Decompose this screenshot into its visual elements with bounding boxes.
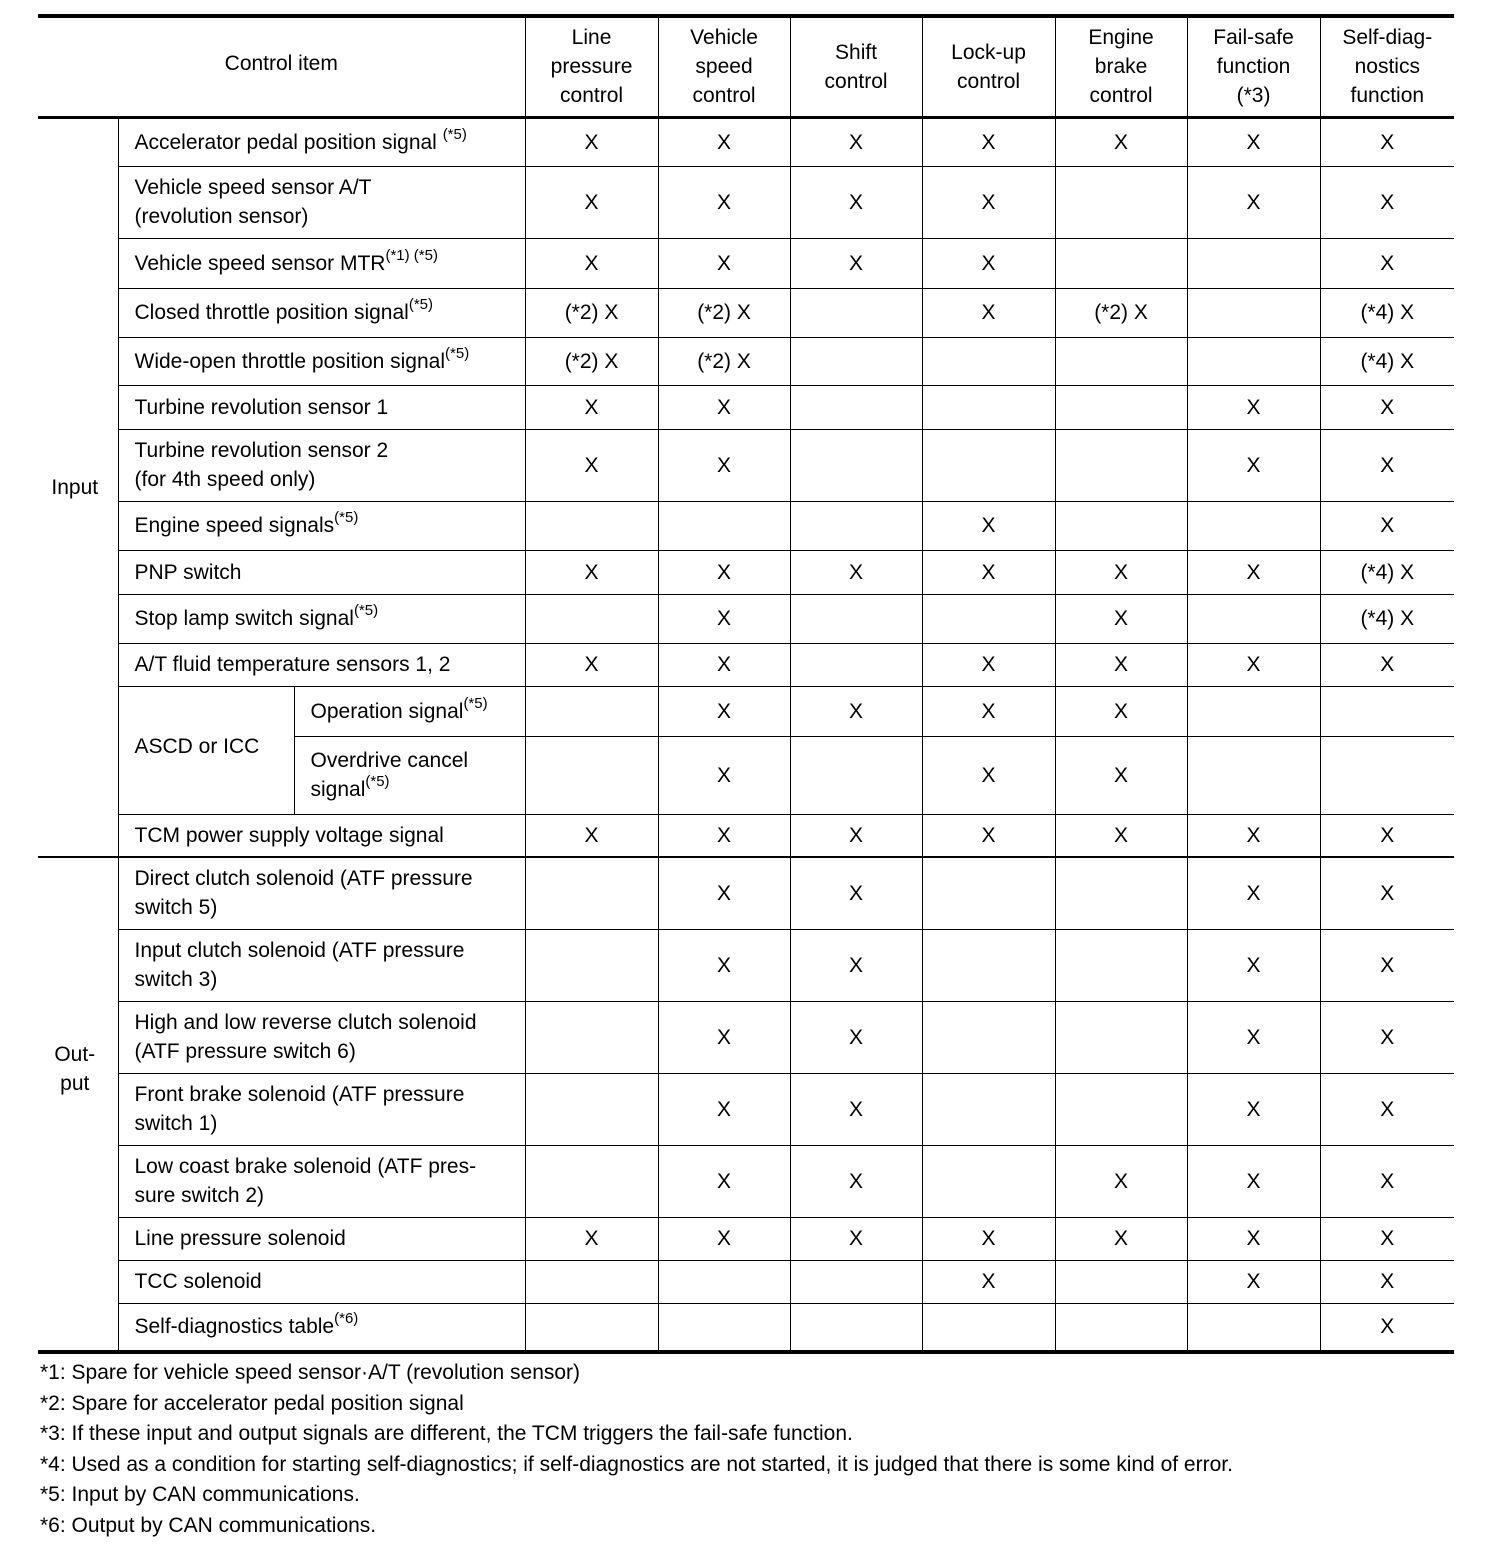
mark-cell: X (525, 238, 658, 288)
mark-cell (790, 594, 922, 643)
mark-cell (658, 1260, 790, 1303)
control-item-label: Low coast brake solenoid (ATF pres- sure switch 2) (118, 1145, 525, 1217)
mark-cell (790, 643, 922, 686)
mark-cell (1187, 594, 1320, 643)
mark-cell: X (790, 1145, 922, 1217)
control-item-label: Front brake solenoid (ATF pressure switch 1) (118, 1073, 525, 1145)
mark-cell (922, 385, 1055, 429)
mark-cell (1055, 857, 1187, 929)
mark-cell: X (1320, 857, 1454, 929)
mark-cell (790, 385, 922, 429)
table-row (38, 594, 1454, 643)
mark-cell: X (525, 643, 658, 686)
mark-cell: (*2) X (525, 288, 658, 337)
mark-cell (525, 686, 658, 736)
header-self-diagnostics-function: Self-diag- nostics function (1320, 16, 1454, 117)
mark-cell: X (1187, 429, 1320, 501)
mark-cell: X (658, 117, 790, 166)
mark-cell: X (1055, 736, 1187, 814)
group-output (38, 857, 118, 1352)
mark-cell: X (1320, 643, 1454, 686)
mark-cell (922, 1145, 1055, 1217)
mark-cell (658, 501, 790, 550)
table-row (38, 686, 1454, 736)
mark-cell (1055, 385, 1187, 429)
mark-cell: X (658, 686, 790, 736)
mark-cell (922, 594, 1055, 643)
mark-cell (658, 1303, 790, 1352)
mark-cell: X (1320, 929, 1454, 1001)
mark-cell: X (1187, 1001, 1320, 1073)
mark-cell: X (658, 736, 790, 814)
header-engine-brake-control: Engine brake control (1055, 16, 1187, 117)
table-row (38, 1260, 1454, 1303)
mark-cell: X (658, 1073, 790, 1145)
mark-cell (1055, 429, 1187, 501)
footnote: *4: Used as a condition for starting self-diagnostics; if self-diagnostics are not started, it is judged that there is some kind of error. (40, 1452, 1233, 1476)
table-row (38, 643, 1454, 686)
mark-cell: X (1320, 501, 1454, 550)
mark-cell: X (1320, 429, 1454, 501)
mark-cell: (*4) X (1320, 288, 1454, 337)
mark-cell: X (922, 1217, 1055, 1260)
mark-cell: X (658, 385, 790, 429)
mark-cell: X (922, 643, 1055, 686)
mark-cell (922, 1001, 1055, 1073)
mark-cell: X (1055, 643, 1187, 686)
table-row (38, 1303, 1454, 1352)
mark-cell (922, 337, 1055, 385)
header-control-item: Control item (38, 16, 525, 117)
mark-cell: X (1320, 1001, 1454, 1073)
footnote: *6: Output by CAN communications. (40, 1513, 377, 1537)
mark-cell: X (525, 550, 658, 594)
mark-cell: X (922, 736, 1055, 814)
mark-cell (1320, 736, 1454, 814)
mark-cell: X (922, 1260, 1055, 1303)
control-item-label: Wide-open throttle position signal$^{(*5)}$ (118, 337, 525, 385)
mark-cell: X (1187, 550, 1320, 594)
mark-cell: X (658, 594, 790, 643)
table-row (38, 814, 1454, 857)
control-item-label: Vehicle speed sensor $MTR^{(*1) (*5)}$ (118, 238, 525, 288)
mark-cell (1055, 929, 1187, 1001)
mark-cell (790, 501, 922, 550)
mark-cell (1187, 736, 1320, 814)
control-item-label: TCM power supply voltage signal (118, 814, 525, 857)
mark-cell: X (1320, 814, 1454, 857)
mark-cell: X (1187, 117, 1320, 166)
table-row (38, 929, 1454, 1001)
group-output-label: put (60, 1072, 90, 1095)
mark-cell: X (1055, 550, 1187, 594)
control-item-label: Accelerator pedal position signal $^{(*5)}$ (118, 117, 525, 166)
mark-cell: X (658, 1217, 790, 1260)
control-item-label: Self-diagnostics table$^{(*6)}$ (118, 1303, 525, 1352)
mark-cell: X (1320, 1217, 1454, 1260)
mark-cell (790, 1260, 922, 1303)
control-item-label: Vehicle speed sensor A/T (revolution sensor) (118, 166, 525, 238)
mark-cell: X (658, 429, 790, 501)
table-row (38, 429, 1454, 501)
header-lock-up-control: Lock-up control (922, 16, 1055, 117)
mark-cell (790, 288, 922, 337)
mark-cell: (*2) X (525, 337, 658, 385)
mark-cell: X (922, 288, 1055, 337)
mark-cell: X (1187, 814, 1320, 857)
mark-cell (525, 1303, 658, 1352)
mark-cell: X (790, 1073, 922, 1145)
control-item-label: A/T fluid temperature sensors 1, 2 (118, 643, 525, 686)
mark-cell: X (525, 1217, 658, 1260)
mark-cell (922, 929, 1055, 1001)
mark-cell (790, 429, 922, 501)
mark-cell (1055, 1073, 1187, 1145)
mark-cell: X (1320, 1303, 1454, 1352)
mark-cell (525, 594, 658, 643)
mark-cell: X (922, 501, 1055, 550)
mark-cell (790, 736, 922, 814)
mark-cell: (*4) X (1320, 337, 1454, 385)
mark-cell: X (658, 1145, 790, 1217)
mark-cell: X (525, 814, 658, 857)
control-item-label: PNP switch (118, 550, 525, 594)
mark-cell (525, 857, 658, 929)
mark-cell (525, 1145, 658, 1217)
mark-cell: X (790, 117, 922, 166)
mark-cell: X (658, 814, 790, 857)
mark-cell: X (922, 550, 1055, 594)
mark-cell (1055, 238, 1187, 288)
mark-cell: X (1320, 1073, 1454, 1145)
mark-cell (922, 857, 1055, 929)
mark-cell: X (922, 686, 1055, 736)
table-row (38, 166, 1454, 238)
mark-cell (525, 501, 658, 550)
control-item-label: TCC solenoid (118, 1260, 525, 1303)
control-item-label: Turbine revolution sensor 2 (for 4th speed only) (118, 429, 525, 501)
mark-cell: (*4) X (1320, 594, 1454, 643)
mark-cell: X (1187, 1145, 1320, 1217)
control-item-table (38, 14, 1454, 1354)
header-shift-control: Shift control (790, 16, 922, 117)
mark-cell: (*2) X (1055, 288, 1187, 337)
mark-cell: X (1187, 1217, 1320, 1260)
group-input (38, 117, 118, 857)
mark-cell: X (790, 929, 922, 1001)
table-row (38, 1001, 1454, 1073)
mark-cell (790, 1303, 922, 1352)
mark-cell: X (1055, 117, 1187, 166)
mark-cell: X (1055, 1145, 1187, 1217)
group-ascd-or-icc (118, 686, 294, 814)
mark-cell: (*2) X (658, 288, 790, 337)
mark-cell: X (1187, 1260, 1320, 1303)
control-item-label: Turbine revolution sensor 1 (118, 385, 525, 429)
mark-cell (922, 429, 1055, 501)
table-row (38, 1145, 1454, 1217)
mark-cell (1187, 288, 1320, 337)
mark-cell: X (1187, 166, 1320, 238)
table-row (38, 238, 1454, 288)
mark-cell: X (790, 814, 922, 857)
control-item-label: Operation signal$^{(*5)}$ (294, 686, 525, 736)
mark-cell: X (922, 238, 1055, 288)
group-input-label: Input (51, 475, 99, 499)
table-row (38, 550, 1454, 594)
mark-cell: X (790, 1001, 922, 1073)
mark-cell: X (525, 429, 658, 501)
mark-cell (1055, 501, 1187, 550)
mark-cell (1055, 337, 1187, 385)
mark-cell (525, 929, 658, 1001)
mark-cell: X (1320, 1145, 1454, 1217)
mark-cell: X (658, 643, 790, 686)
table-row (38, 117, 1454, 166)
mark-cell: X (1187, 643, 1320, 686)
mark-cell: X (922, 166, 1055, 238)
group-output-label: Out- (54, 1043, 96, 1066)
mark-cell: X (658, 550, 790, 594)
footnote: *2: Spare for accelerator pedal position signal (40, 1391, 464, 1415)
mark-cell (922, 1073, 1055, 1145)
table-row (38, 1073, 1454, 1145)
mark-cell (1187, 1303, 1320, 1352)
mark-cell (525, 1260, 658, 1303)
mark-cell: X (658, 238, 790, 288)
mark-cell: X (1320, 1260, 1454, 1303)
mark-cell: X (1320, 238, 1454, 288)
footnote: *3: If these input and output signals are different, the TCM triggers the fail-safe function. (40, 1422, 853, 1446)
mark-cell (1187, 686, 1320, 736)
footnotes (40, 1358, 1233, 1542)
table-row (38, 501, 1454, 550)
mark-cell: X (922, 814, 1055, 857)
table-row (38, 857, 1454, 929)
mark-cell: X (658, 1001, 790, 1073)
mark-cell (790, 337, 922, 385)
mark-cell: X (1320, 166, 1454, 238)
mark-cell (1055, 1001, 1187, 1073)
mark-cell: X (790, 857, 922, 929)
mark-cell: X (790, 686, 922, 736)
mark-cell: X (1187, 385, 1320, 429)
control-item-label: Stop lamp switch signal$^{(*5)}$ (118, 594, 525, 643)
mark-cell: X (658, 929, 790, 1001)
header-row (38, 16, 1454, 117)
mark-cell (1187, 501, 1320, 550)
mark-cell (1055, 1260, 1187, 1303)
mark-cell: X (658, 166, 790, 238)
control-item-label: Closed throttle position signal$^{(*5)}$ (118, 288, 525, 337)
mark-cell (1187, 337, 1320, 385)
mark-cell: X (790, 166, 922, 238)
control-item-label: High and low reverse clutch solenoid (ATF pressure switch 6) (118, 1001, 525, 1073)
mark-cell: X (1055, 594, 1187, 643)
mark-cell: X (790, 550, 922, 594)
mark-cell: X (525, 385, 658, 429)
mark-cell: X (1187, 929, 1320, 1001)
mark-cell: X (525, 117, 658, 166)
mark-cell (525, 1001, 658, 1073)
mark-cell (525, 1073, 658, 1145)
table-row (38, 288, 1454, 337)
table-row (38, 1217, 1454, 1260)
mark-cell: X (1187, 857, 1320, 929)
footnote: *1: Spare for vehicle speed sensor·A/T (revolution sensor) (40, 1361, 581, 1384)
mark-cell: X (1055, 814, 1187, 857)
header-fail-safe-function: Fail-safe function (*3) (1187, 16, 1320, 117)
mark-cell: (*4) X (1320, 550, 1454, 594)
mark-cell: X (1320, 117, 1454, 166)
control-item-label: Input clutch solenoid (ATF pressure switch 3) (118, 929, 525, 1001)
control-item-label: Engine speed signals$^{(*5)}$ (118, 501, 525, 550)
control-item-label: Line pressure solenoid (118, 1217, 525, 1260)
mark-cell: X (1320, 385, 1454, 429)
mark-cell: X (525, 166, 658, 238)
footnote: *5: Input by CAN communications. (40, 1483, 360, 1507)
mark-cell (1055, 166, 1187, 238)
mark-cell (1320, 686, 1454, 736)
mark-cell: X (922, 117, 1055, 166)
mark-cell (1055, 1303, 1187, 1352)
mark-cell: X (658, 857, 790, 929)
group-ascd-label: ASCD or ICC (134, 734, 260, 758)
mark-cell: X (790, 238, 922, 288)
header-line-pressure-control: Line pressure control (525, 16, 658, 117)
mark-cell (525, 736, 658, 814)
mark-cell (922, 1303, 1055, 1352)
header-vehicle-speed-control: Vehicle speed control (658, 16, 790, 117)
table-row (38, 385, 1454, 429)
mark-cell: X (1055, 686, 1187, 736)
mark-cell: (*2) X (658, 337, 790, 385)
table-row (38, 337, 1454, 385)
mark-cell: X (1055, 1217, 1187, 1260)
mark-cell (1187, 238, 1320, 288)
mark-cell: X (1187, 1073, 1320, 1145)
mark-cell: X (790, 1217, 922, 1260)
control-item-label: Overdrive cancel signal$^{(*5)}$ (294, 736, 525, 814)
control-item-label: Direct clutch solenoid (ATF pressure switch 5) (118, 857, 525, 929)
